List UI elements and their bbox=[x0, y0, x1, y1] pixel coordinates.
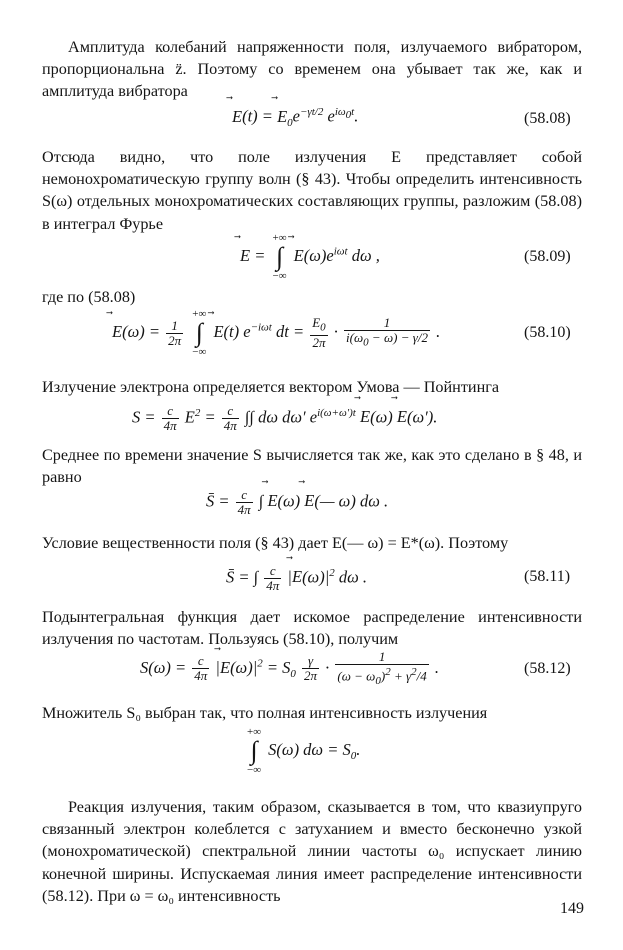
equation-number: (58.11) bbox=[524, 568, 571, 585]
paragraph-5: Среднее по времени значение S вычисляется так же, как это сделано в § 48, и равно bbox=[42, 446, 582, 487]
equation-58-08: ⃗ E(t) = ⃗ $E_0e^{-\gamma t/2}$ $e^{i\omega_0t}$. (58.08) bbox=[0, 104, 623, 144]
paragraph-1: Амплитуда колебаний напряженности поля, излучаемого вибратором, пропорциональна z̈. Поэтому со временем она убывает так же, как и амплитуда вибратора bbox=[42, 38, 582, 101]
equation-number: (58.09) bbox=[524, 248, 571, 265]
paragraph-4: Излучение электрона определяется вектором Умова — Пойнтинга bbox=[42, 378, 500, 396]
paragraph-2: Отсюда видно, что поле излучения E представляет собой немонохроматическую группу волн (§ 43). Чтобы определить интенсивность S(ω) отдельных монохроматических составляющих группы, разложим (58.08) в интеграл Фурье bbox=[42, 148, 582, 233]
page-number: 149 bbox=[560, 900, 584, 917]
equation-total-intensity: +∞ ∫ −∞ S(ω) $d\omega = S_0$. bbox=[247, 726, 361, 776]
paragraph-6: Условие вещественности поля (§ 43) дает E(— ω) = E*(ω). Поэтому bbox=[42, 534, 509, 552]
equation-number: (58.12) bbox=[524, 660, 571, 677]
equation-58-12: S(ω) = $\frac{c}{4\pi}$ |⃗ $E(\omega)|^2 = S_0$ $\frac{\gamma}{2\pi}$ · $\frac{1}{(\omega - \omega_0)^2 + \gamma^2/4}$ . (58.12) bbox=[0, 650, 623, 702]
equation-poynting: S = $\frac{c}{4\pi}$ $E^2$ = $\frac{c}{4\pi}$ ∫∫ dω dω′ $e^{i(\omega+\omega')t}$ ⃗ E(ω) ⃗ E(ω′). bbox=[0, 402, 623, 442]
equation-58-09: ⃗ E = +∞ ∫ −∞ ⃗ $E(\omega)e^{i\omega t}$ dω , (58.09) bbox=[0, 232, 623, 288]
equation-number: (58.10) bbox=[524, 324, 571, 341]
paragraph-3: где по (58.08) bbox=[42, 288, 136, 306]
equation-58-11: S̄ = ∫ $\frac{c}{4\pi}$ |⃗ $E(\omega)|^2$ dω . (58.11) bbox=[0, 562, 623, 602]
paragraph-7: Подынтегральная функция дает искомое распределение интенсивности излучения по частотам. Пользуясь (58.10), получим bbox=[42, 608, 582, 649]
paragraph-9: Реакция излучения, таким образом, сказывается в том, что квазиупруго связанный электрон колеблется с затуханием и вместо бесконечно узкой (монохроматической) спектральной линии частоты ω₀ испускает линию конечной ширины. Испускаемая линия имеет распределение интенсивности (58.12). При ω = ω₀ интенсивность bbox=[42, 798, 582, 905]
equation-mean-s: S̄ = $\frac{c}{4\pi}$ ∫ ⃗ E(ω) ⃗ E(— ω) dω . bbox=[0, 486, 623, 526]
equation-number: (58.08) bbox=[524, 110, 571, 127]
paragraph-8: Множитель S₀ выбран так, что полная интенсивность излучения bbox=[42, 704, 488, 722]
equation-58-10: ⃗ E(ω) = $\frac{1}{2\pi}$ +∞ ∫ −∞ ⃗ E(t) $e^{-i\omega t}$ dt = $\frac{E_0}{2\pi}$ · $\frac{1}{i(\omega_0 - \omega) - \gamma/2}$ . (58.10) bbox=[0, 308, 623, 368]
